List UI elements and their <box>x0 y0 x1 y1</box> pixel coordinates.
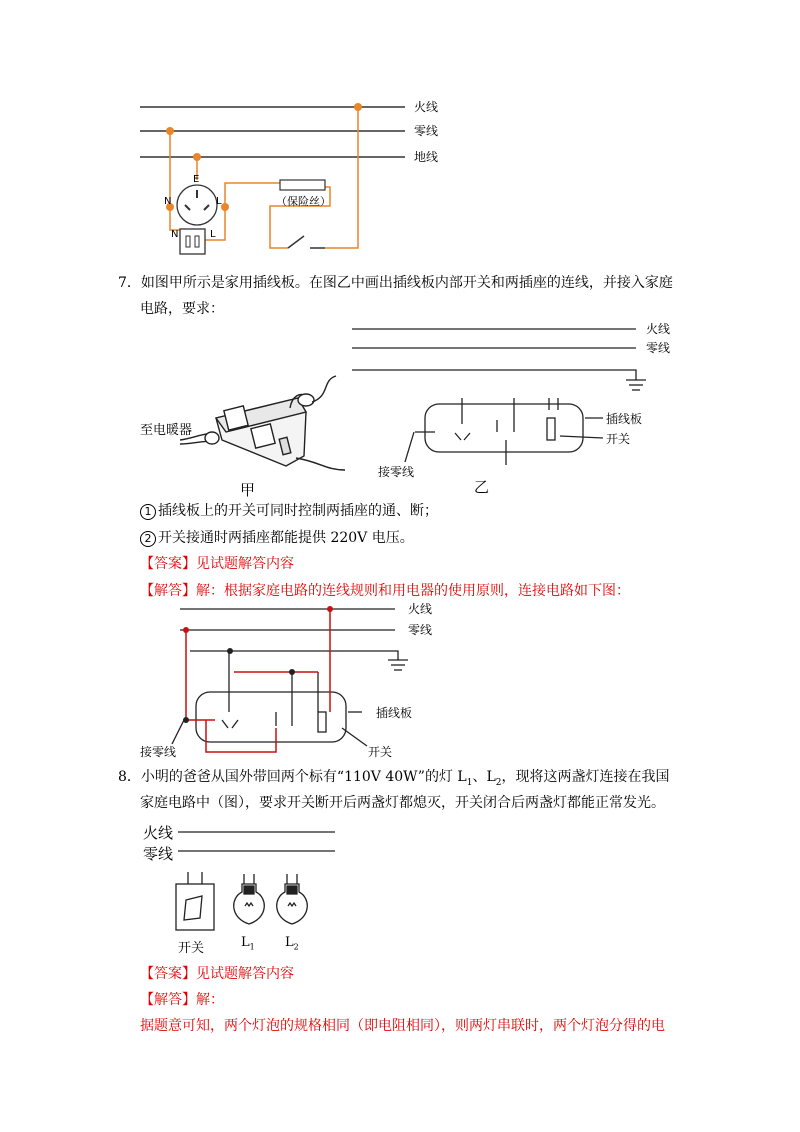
ans-switch-label: 开关 <box>368 745 393 759</box>
q7-requirement-1: 1 插线板上的开关可同时控制两插座的通、断； <box>140 501 438 521</box>
q8-l2-label: $L_2$ <box>285 935 299 952</box>
yi-live-label: 火线 <box>646 322 671 336</box>
figure-jia-caption: 甲 <box>240 481 256 499</box>
q8-switch-label: 开关 <box>178 941 205 956</box>
q8-l1-label: $L_1$ <box>241 935 255 952</box>
q8-stem-line2: 家庭电路中（图），要求开关断开后两盏灯都熄灭，开关闭合后两盏灯都能正常发光。 <box>140 795 665 811</box>
l-pin-label-2: L <box>210 229 216 240</box>
live-wire-label: 火线 <box>414 100 439 114</box>
yi-connect-neutral-label: 接零线 <box>378 465 415 479</box>
to-heater-label: 至电暖器 <box>140 423 193 438</box>
yi-board-label: 插线板 <box>606 412 643 426</box>
q7-stem-line2: 电路，要求： <box>140 301 224 317</box>
yi-switch-label: 开关 <box>606 432 631 446</box>
q7-requirement-2: 2 开关接通时两插座都能提供 220V 电压。 <box>140 528 414 548</box>
fuse-label: （保险丝） <box>276 195 331 208</box>
neutral-wire-label: 零线 <box>414 124 439 138</box>
q8-answer: 【答案】见试题解答内容 <box>140 966 294 982</box>
n-pin-label: N <box>164 196 172 207</box>
figure-yi-caption: 乙 <box>474 478 490 496</box>
ans-live-label: 火线 <box>408 602 433 616</box>
ans-board-label: 插线板 <box>376 706 413 720</box>
l-pin-label: L <box>216 196 222 207</box>
earth-pin-label: E <box>193 174 200 185</box>
q8-neutral-label: 零线 <box>143 845 174 863</box>
q8-solution-text: 据题意可知，两个灯泡的规格相同（即电阻相同），则两灯串联时，两个灯泡分得的电 <box>140 1018 665 1034</box>
n-pin-label-2: N <box>171 229 179 240</box>
q7-solution: 【解答】解：根据家庭电路的连线规则和用电器的使用原则，连接电路如下图： <box>140 583 630 599</box>
ans-connect-neutral-label: 接零线 <box>140 745 177 759</box>
circled-number: 1 <box>140 504 156 520</box>
ans-neutral-label: 零线 <box>408 623 433 637</box>
earth-wire-label: 地线 <box>414 150 439 164</box>
q7-answer: 【答案】见试题解答内容 <box>140 556 294 572</box>
q8-stem-line1: 8．小明的爸爸从国外带回两个标有“110V 40W”的灯 $L_1$、$L_2$，现将这两盏灯连接在我国 <box>118 769 670 788</box>
q8-live-label: 火线 <box>143 824 174 842</box>
circled-number: 2 <box>140 531 156 547</box>
q8-solution-label: 【解答】解： <box>140 992 224 1008</box>
q7-stem-line1: 7．如图甲所示是家用插线板。在图乙中画出插线板内部开关和两插座的连线，并接入家庭 <box>118 275 673 291</box>
yi-neutral-label: 零线 <box>646 341 671 355</box>
